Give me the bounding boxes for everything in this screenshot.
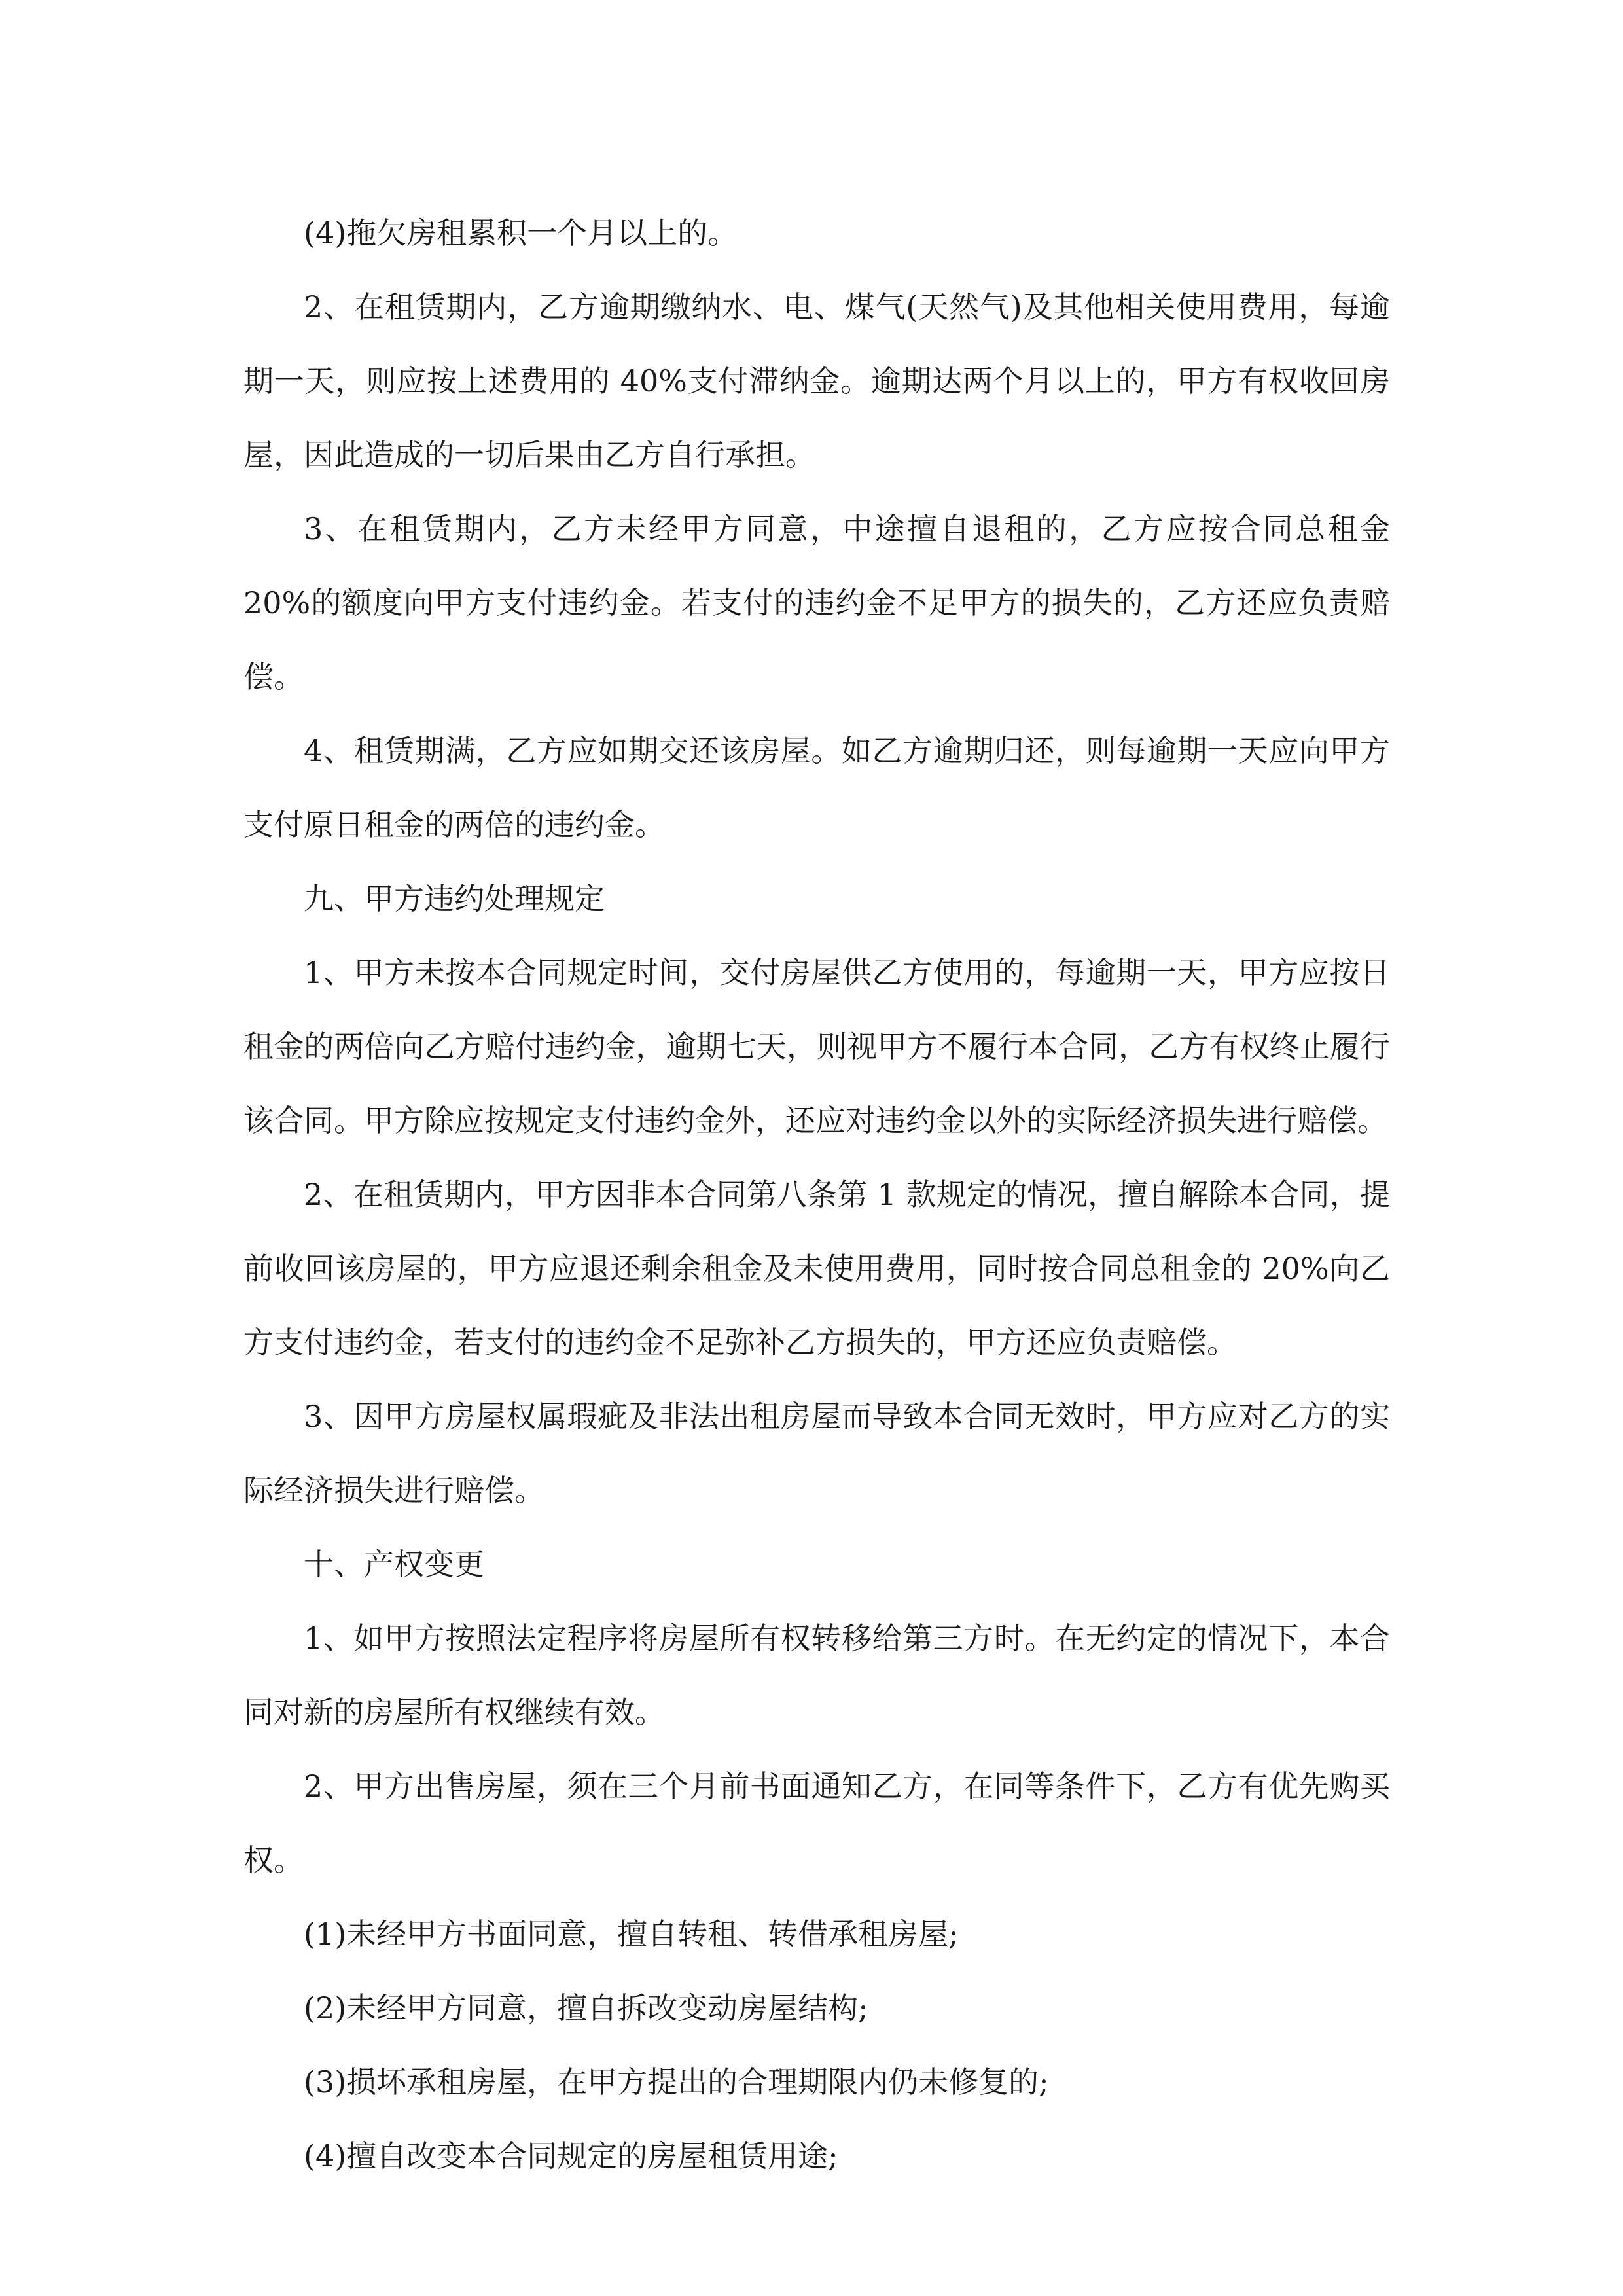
section-heading-10: 十、产权变更 (304, 1547, 484, 1582)
paragraph-clause-9-2: 2、在租赁期内，甲方因非本合同第八条第 1 款规定的情况，擅自解除本合同，提前收回该房屋的，甲方应退还剩余租金及未使用费用，同时按合同总租金的 20%向乙方支付违约金，若支付的违约金不足弥补乙方损失的，甲方还应负责赔偿。 (243, 1177, 1390, 1360)
list-item-4: (4)擅自改变本合同规定的房屋租赁用途; (304, 2138, 838, 2174)
paragraph-clause-10-1: 1、如甲方按照法定程序将房屋所有权转移给第三方时。在无约定的情况下，本合同对新的房屋所有权继续有效。 (243, 1621, 1390, 1730)
section-heading-9: 九、甲方违约处理规定 (304, 881, 605, 916)
paragraph-clause-8-3: 3、在租赁期内，乙方未经甲方同意，中途擅自退租的，乙方应按合同总租金 20%的额度向甲方支付违约金。若支付的违约金不足甲方的损失的，乙方还应负责赔偿。 (243, 511, 1390, 694)
paragraph-clause-8-1-4: (4)拖欠房租累积一个月以上的。 (304, 215, 738, 251)
paragraph-clause-9-3: 3、因甲方房屋权属瑕疵及非法出租房屋而导致本合同无效时，甲方应对乙方的实际经济损失进行赔偿。 (243, 1399, 1390, 1508)
paragraph-clause-8-4: 4、租赁期满，乙方应如期交还该房屋。如乙方逾期归还，则每逾期一天应向甲方支付原日租金的两倍的违约金。 (243, 733, 1390, 842)
paragraph-clause-8-2: 2、在租赁期内，乙方逾期缴纳水、电、煤气(天然气)及其他相关使用费用，每逾期一天，则应按上述费用的 40%支付滞纳金。逾期达两个月以上的，甲方有权收回房屋，因此造成的一切后果由乙方自行承担。 (243, 289, 1390, 473)
list-item-1: (1)未经甲方书面同意，擅自转租、转借承租房屋; (304, 1916, 959, 1952)
paragraph-clause-10-2: 2、甲方出售房屋，须在三个月前书面通知乙方，在同等条件下，乙方有优先购买权。 (243, 1768, 1390, 1878)
list-item-2: (2)未经甲方同意，擅自拆改变动房屋结构; (304, 1990, 868, 2026)
list-item-3: (3)损坏承租房屋，在甲方提出的合理期限内仍未修复的; (304, 2064, 1049, 2100)
paragraph-clause-9-1: 1、甲方未按本合同规定时间，交付房屋供乙方使用的，每逾期一天，甲方应按日租金的两倍向乙方赔付违约金，逾期七天，则视甲方不履行本合同，乙方有权终止履行该合同。甲方除应按规定支付违约金外，还应对违约金以外的实际经济损失进行赔偿。 (243, 955, 1390, 1138)
document-body (243, 196, 1390, 2193)
